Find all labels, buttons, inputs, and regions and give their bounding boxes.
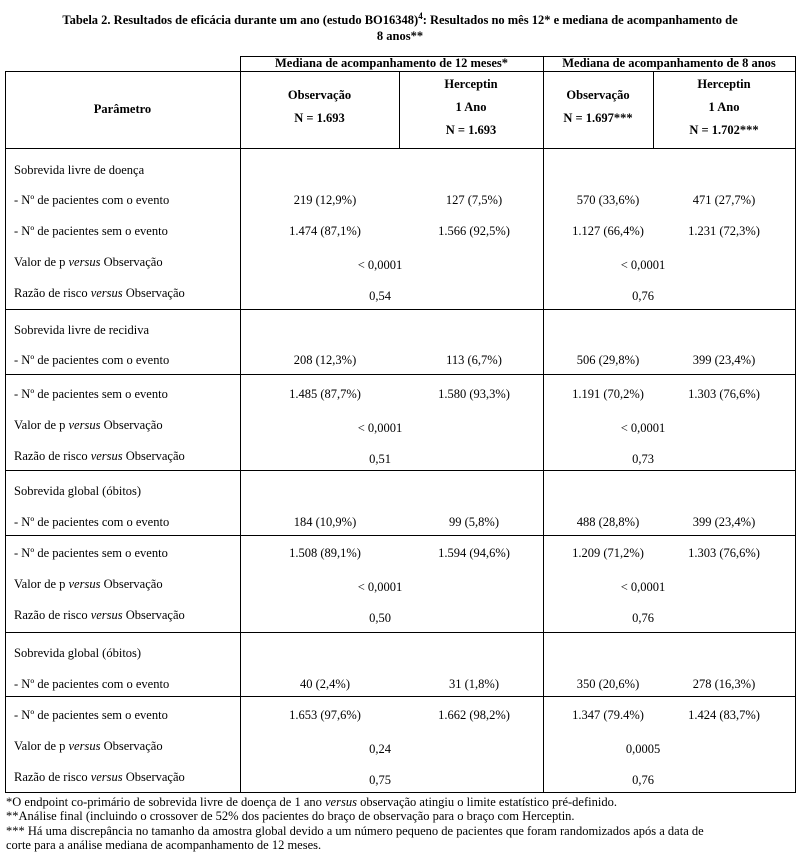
col-rule <box>543 56 544 792</box>
section-rule <box>5 309 796 310</box>
cell-hazard-ratio-12m: 0,50 <box>369 611 391 625</box>
row-label-hazard-ratio: Razão de risco versus Observação <box>14 286 185 300</box>
row-label-p-value: Valor de p versus Observação <box>14 577 163 591</box>
col-header-herceptin-12m-sub: 1 Ano <box>455 100 487 114</box>
cell-with-event: 488 (28,8%) <box>576 515 640 529</box>
section-title: Sobrevida global (óbitos) <box>14 646 142 660</box>
col-header-herceptin-8y-sub: 1 Ano <box>708 100 740 114</box>
col-header-observation-12m-n: N = 1.693 <box>294 111 345 125</box>
cell-with-event: 278 (16,3%) <box>692 677 756 691</box>
row-label-with-event: - Nº de pacientes com o evento <box>14 353 170 367</box>
cell-without-event: 1.653 (97,6%) <box>289 708 361 722</box>
cell-without-event: 1.127 (66,4%) <box>572 224 644 238</box>
cell-without-event: 1.662 (98,2%) <box>438 708 510 722</box>
row-rule <box>5 696 796 697</box>
section-title: Sobrevida livre de doença <box>14 163 145 177</box>
section-title: Sobrevida global (óbitos) <box>14 484 142 498</box>
cell-without-event: 1.580 (93,3%) <box>438 387 510 401</box>
cell-with-event: 208 (12,3%) <box>293 353 357 367</box>
cell-without-event: 1.231 (72,3%) <box>688 224 760 238</box>
cell-hazard-ratio-8y: 0,76 <box>632 611 654 625</box>
footnote-2: **Análise final (incluindo o crossover de 52% dos pacientes do braço de observação para o braço com Herceptin. <box>6 809 575 823</box>
cell-p-value-12m: < 0,0001 <box>357 258 403 272</box>
cell-without-event: 1.566 (92,5%) <box>438 224 510 238</box>
section-rule <box>5 632 796 633</box>
cell-with-event: 40 (2,4%) <box>300 677 350 691</box>
row-label-hazard-ratio: Razão de risco versus Observação <box>14 608 185 622</box>
table-right-border <box>795 56 796 792</box>
cell-hazard-ratio-8y: 0,76 <box>632 773 654 787</box>
cell-without-event: 1.508 (89,1%) <box>289 546 361 560</box>
footnote-1: *O endpoint co-primário de sobrevida livre de doença de 1 ano versus observação atingiu o limite estatístico pré-definido. <box>6 795 617 809</box>
column-header-parameter: Parâmetro <box>93 102 152 116</box>
row-label-with-event: - Nº de pacientes com o evento <box>14 193 170 207</box>
row-label-without-event: - Nº de pacientes sem o evento <box>14 546 168 560</box>
cell-with-event: 31 (1,8%) <box>449 677 499 691</box>
row-label-p-value: Valor de p versus Observação <box>14 739 163 753</box>
cell-hazard-ratio-12m: 0,54 <box>369 289 391 303</box>
cell-without-event: 1.424 (83,7%) <box>688 708 760 722</box>
cell-p-value-8y: < 0,0001 <box>620 421 666 435</box>
row-label-with-event: - Nº de pacientes com o evento <box>14 515 170 529</box>
header-bottom-rule <box>5 148 796 149</box>
cell-without-event: 1.594 (94,6%) <box>438 546 510 560</box>
cell-with-event: 113 (6,7%) <box>446 353 502 367</box>
cell-hazard-ratio-8y: 0,73 <box>632 452 654 466</box>
row-label-without-event: - Nº de pacientes sem o evento <box>14 387 168 401</box>
table-caption: Tabela 2. Resultados de eficácia durante um ano (estudo BO16348)$^4$: Resultados no mês 12* e mediana de acompanhamento de 8 anos** <box>62 11 738 44</box>
row-label-without-event: - Nº de pacientes sem o evento <box>14 708 168 722</box>
cell-without-event: 1.347 (79.4%) <box>572 708 644 722</box>
col-header-observation-12m: Observação <box>287 88 352 102</box>
section-title: Sobrevida livre de recidiva <box>14 323 150 337</box>
cell-without-event: 1.303 (76,6%) <box>688 546 760 560</box>
cell-with-event: 184 (10,9%) <box>293 515 357 529</box>
cell-hazard-ratio-12m: 0,75 <box>369 773 391 787</box>
cell-p-value-12m: < 0,0001 <box>357 580 403 594</box>
col-header-herceptin-8y: Herceptin <box>697 77 751 91</box>
table-bottom-rule <box>5 792 796 793</box>
cell-with-event: 219 (12,9%) <box>293 193 357 207</box>
cell-p-value-12m: < 0,0001 <box>357 421 403 435</box>
row-label-p-value: Valor de p versus Observação <box>14 418 163 432</box>
table-left-border <box>5 71 6 792</box>
row-rule <box>5 374 796 375</box>
col-rule <box>240 56 241 792</box>
header-mid-rule <box>5 71 796 72</box>
cell-with-event: 570 (33,6%) <box>576 193 640 207</box>
cell-without-event: 1.209 (71,2%) <box>572 546 644 560</box>
cell-with-event: 99 (5,8%) <box>449 515 499 529</box>
row-label-hazard-ratio: Razão de risco versus Observação <box>14 449 185 463</box>
col-header-observation-8y: Observação <box>566 88 630 102</box>
row-label-hazard-ratio: Razão de risco versus Observação <box>14 770 185 784</box>
row-label-with-event: - Nº de pacientes com o evento <box>14 677 170 691</box>
cell-without-event: 1.474 (87,1%) <box>289 224 361 238</box>
cell-without-event: 1.303 (76,6%) <box>688 387 760 401</box>
col-header-herceptin-12m: Herceptin <box>444 77 498 91</box>
col-header-observation-8y-n: N = 1.697*** <box>563 111 633 125</box>
group-header-8-years: Mediana de acompanhamento de 8 anos <box>562 56 776 70</box>
cell-with-event: 506 (29,8%) <box>576 353 640 367</box>
cell-p-value-8y: 0,0005 <box>625 742 661 756</box>
cell-hazard-ratio-8y: 0,76 <box>632 289 654 303</box>
row-rule <box>5 535 796 536</box>
cell-p-value-8y: < 0,0001 <box>620 258 666 272</box>
cell-hazard-ratio-12m: 0,51 <box>369 452 391 466</box>
efficacy-table <box>5 56 795 792</box>
row-label-p-value: Valor de p versus Observação <box>14 255 163 269</box>
col-header-herceptin-8y-n: N = 1.702*** <box>689 123 759 137</box>
cell-with-event: 127 (7,5%) <box>445 193 503 207</box>
col-header-herceptin-12m-n: N = 1.693 <box>445 123 497 137</box>
row-label-without-event: - Nº de pacientes sem o evento <box>14 224 168 238</box>
footnote-3: *** Há uma discrepância no tamanho da amostra global devido a um número pequeno de pacientes que foram randomizados após a data de corte para a análise mediana de acompanhamento de 12 meses. <box>6 824 704 852</box>
cell-with-event: 399 (23,4%) <box>692 515 756 529</box>
cell-without-event: 1.485 (87,7%) <box>289 387 361 401</box>
cell-without-event: 1.191 (70,2%) <box>572 387 644 401</box>
section-rule <box>5 470 796 471</box>
cell-with-event: 471 (27,7%) <box>692 193 756 207</box>
cell-p-value-8y: < 0,0001 <box>620 580 666 594</box>
cell-p-value-12m: 0,24 <box>369 742 391 756</box>
cell-with-event: 350 (20,6%) <box>576 677 640 691</box>
cell-with-event: 399 (23,4%) <box>692 353 756 367</box>
group-header-12-months: Mediana de acompanhamento de 12 meses* <box>275 56 508 70</box>
